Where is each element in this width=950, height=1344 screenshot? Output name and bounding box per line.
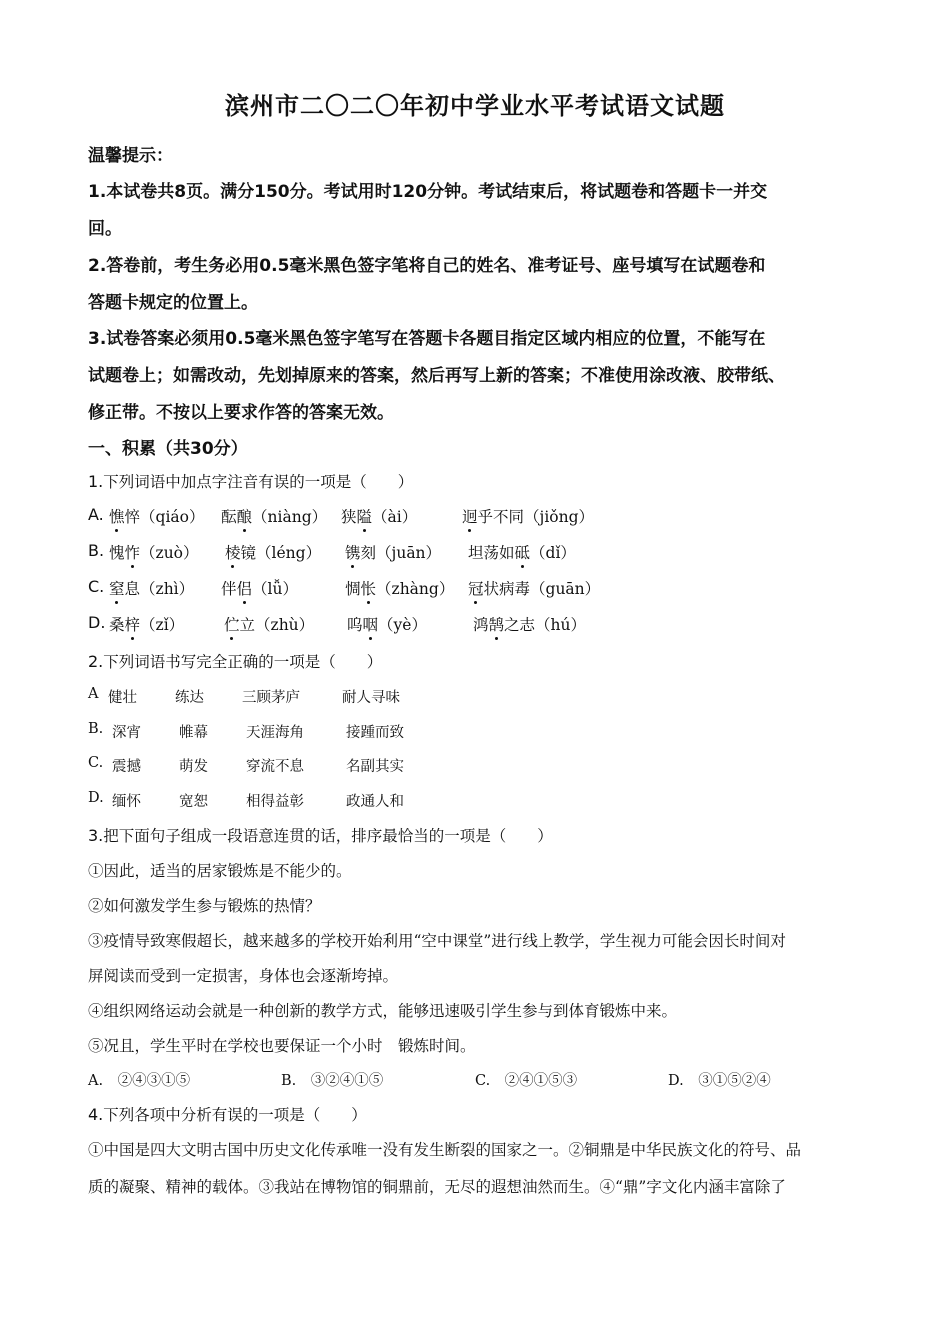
notice-line: 回。 (88, 219, 122, 239)
option-item: 坦荡如砥（dǐ） (468, 541, 576, 563)
word-char: 鹄 (489, 613, 505, 635)
pinyin: （hú） (535, 616, 587, 634)
option-word: 相得益彰 (246, 794, 304, 810)
option-word: 穿流不息 (246, 759, 304, 775)
section-heading: 一、积累（共30分） (88, 439, 248, 459)
question-number: 1. (88, 472, 104, 491)
word-char: 怅 (361, 577, 377, 599)
passage-line: ①中国是四大文明古国中历史文化传承唯一没有发生断裂的国家之一。②铜鼎是中华民族文化的符号、品 (88, 1141, 802, 1159)
option-word: 三顾茅庐 (242, 690, 300, 706)
notice-line: 3.试卷答案必须用0.5毫米黑色签字笔写在答题卡各题目指定区域内相应的位置，不能写在 (88, 329, 766, 349)
q2-option-b (0, 721, 950, 743)
option-letter: B. (88, 721, 104, 737)
question-text: 下列词语中加点字注音有误的一项是（ ） (103, 473, 414, 491)
option-item: 狭隘（ài） (341, 505, 417, 527)
option-word: 政通人和 (346, 794, 404, 810)
word-char: 伫 (224, 613, 240, 635)
option-word: 健壮 (108, 690, 137, 706)
word-char: 梓 (125, 613, 141, 635)
pinyin: （niàng） (252, 508, 328, 526)
pinyin: （zuò） (140, 544, 199, 562)
sentence: ④组织网络运动会就是一种创新的教学方式，能够迅速吸引学生参与到体育锻炼中来。 (88, 1002, 678, 1020)
word-char: 镌 (345, 541, 361, 563)
q1-option-c (0, 577, 950, 601)
question-text: 把下面句子组成一段语意连贯的话，排序最恰当的一项是（ ） (103, 827, 553, 845)
option-item: 棱镜（léng） (225, 541, 321, 563)
question-number: 4. (88, 1105, 104, 1124)
sentence: 屏阅读而受到一定损害，身体也会逐渐垮掉。 (88, 967, 399, 985)
option-letter: D. (88, 613, 106, 632)
question-text: 下列词语书写完全正确的一项是（ ） (103, 653, 383, 671)
question-number: 3. (88, 826, 104, 845)
option-word: 萌发 (179, 759, 208, 775)
option-word: 宽恕 (179, 794, 208, 810)
question-3-stem (88, 824, 553, 846)
notice-line: 1.本试卷共8页。满分150分。考试用时120分钟。考试结束后，将试题卷和答题卡一并交 (88, 182, 768, 202)
pinyin: （qiáo） (140, 508, 205, 526)
choice: A. ②④③①⑤ (88, 1073, 191, 1089)
word-char: 棱 (225, 541, 241, 563)
exam-title: 滨州市二〇二〇年初中学业水平考试语文试题 (225, 92, 725, 120)
word-char: 迥 (462, 505, 478, 527)
pinyin: （ài） (372, 508, 418, 526)
sentence: ③疫情导致寒假超长，越来越多的学校开始利用“空中课堂”进行线上教学，学生视力可能会因长时间对 (88, 932, 786, 950)
option-word: 缅怀 (112, 794, 141, 810)
pinyin: （zhì） (140, 580, 195, 598)
pinyin: （zǐ） (140, 616, 185, 634)
q2-option-d (0, 790, 950, 812)
sentence: ①因此，适当的居家锻炼是不能少的。 (88, 862, 352, 880)
sentence: ⑤况且，学生平时在学校也要保证一个小时 锻炼时间。 (88, 1037, 476, 1055)
notice-line: 试题卷上；如需改动，先划掉原来的答案，然后再写上新的答案；不准使用涂改液、胶带纸、 (88, 366, 785, 386)
word-char: 隘 (357, 505, 373, 527)
pinyin: （léng） (256, 544, 322, 562)
option-word: 天涯海角 (246, 725, 304, 741)
option-item: 鸿鹄之志（hú） (473, 613, 586, 635)
notice-line: 答题卡规定的位置上。 (88, 293, 258, 313)
word-char: 砥 (515, 541, 531, 563)
option-item: 愧怍（zuò） (109, 541, 199, 563)
option-item: 冠状病毒（guān） (468, 577, 600, 599)
option-item: 迥乎不同（jiǒng） (462, 505, 594, 527)
q1-option-a (0, 505, 950, 529)
option-word: 帷幕 (179, 725, 208, 741)
question-4-stem (88, 1103, 367, 1125)
question-1-stem (88, 470, 413, 492)
word-char: 咽 (363, 613, 379, 635)
sentence: ②如何激发学生参与锻炼的热情？ (88, 897, 321, 915)
question-2-stem (88, 650, 382, 672)
choice: C. ②④①⑤③ (475, 1073, 578, 1089)
notice-heading: 温馨提示： (88, 146, 173, 166)
pinyin: （zhù） (255, 616, 315, 634)
passage-line: 质的凝聚、精神的载体。③我站在博物馆的铜鼎前，无尽的遐想油然而生。④“鼎”字文化内涵丰富除了 (88, 1178, 786, 1196)
option-word: 接踵而致 (346, 725, 404, 741)
option-letter: B. (88, 541, 105, 560)
question-number: 2. (88, 652, 104, 671)
option-word: 耐人寻味 (342, 690, 400, 706)
q1-option-d (0, 613, 950, 637)
pinyin: （lǚ） (252, 580, 298, 598)
option-letter: A. (88, 505, 104, 524)
pinyin: （yè） (378, 616, 427, 634)
q1-option-b (0, 541, 950, 565)
option-word: 练达 (175, 690, 204, 706)
option-word: 深宵 (112, 725, 141, 741)
option-item: 惆怅（zhàng） (345, 577, 454, 599)
pinyin: （zhàng） (376, 580, 455, 598)
q2-option-a (0, 686, 950, 708)
option-letter: C. (88, 755, 104, 771)
option-item: 呜咽（yè） (347, 613, 427, 635)
word-char: 窒 (109, 577, 125, 599)
pinyin: （jiǒng） (524, 508, 595, 526)
option-letter: A (88, 686, 99, 702)
option-letter: C. (88, 577, 105, 596)
question-text: 下列各项中分析有误的一项是（ ） (103, 1106, 367, 1124)
option-word: 震撼 (112, 759, 141, 775)
option-item: 镌刻（juān） (345, 541, 441, 563)
q2-option-c (0, 755, 950, 777)
pinyin: （juān） (376, 544, 442, 562)
option-item: 窒息（zhì） (109, 577, 194, 599)
word-char: 冠 (468, 577, 484, 599)
option-word: 名副其实 (346, 759, 404, 775)
word-char: 侣 (237, 577, 253, 599)
word-char: 怍 (125, 541, 141, 563)
word-char: 憔 (109, 505, 125, 527)
option-item: 桑梓（zǐ） (109, 613, 184, 635)
notice-line: 2.答卷前，考生务必用0.5毫米黑色签字笔将自己的姓名、准考证号、座号填写在试题卷和 (88, 256, 766, 276)
option-item: 酝酿（niàng） (221, 505, 327, 527)
pinyin: （guān） (530, 580, 601, 598)
option-letter: D. (88, 790, 104, 806)
notice-line: 修正带。不按以上要求作答的答案无效。 (88, 403, 394, 423)
choice: B. ③②④①⑤ (281, 1073, 384, 1089)
option-item: 憔悴（qiáo） (109, 505, 204, 527)
choice: D. ③①⑤②④ (668, 1073, 771, 1089)
option-item: 伴侣（lǚ） (221, 577, 298, 599)
q3-choices (0, 1069, 950, 1091)
pinyin: （dǐ） (530, 544, 576, 562)
word-char: 酿 (237, 505, 253, 527)
option-item: 伫立（zhù） (224, 613, 314, 635)
